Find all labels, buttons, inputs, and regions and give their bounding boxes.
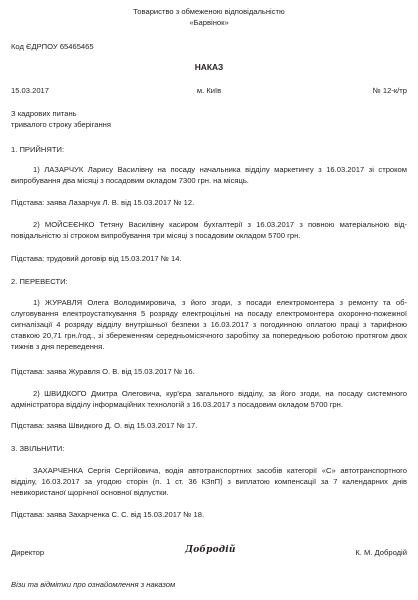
accept-item-2: 2) МОЙСЕЄНКО Тетяну Василівну касиром бухгалтерії з 16.03.2017 з повною матеріальною відповідальністю зі строком випробування три місяці з посадовим окладом 5700 грн. (11, 220, 407, 240)
dismiss-item-1: ЗАХАРЧЕНКА Сергія Сергійовича, водія автотранспортних засобів категорії «С» автотранспортного відділу, 16.03.2017 за угодою сторін (п. 1 ст. 36 КЗпП) з виплатою компенсації за 7 календарних днів невикористаної щорічної основної відпустки. (11, 466, 407, 497)
acknowledgement-note: Візи та відмітки про ознайомлення з наказом (11, 580, 176, 589)
organization-line-2: «Барвінок» (189, 18, 229, 27)
dismiss-basis-1: Підстава: заява Захарченка С. С. від 15.03.2017 № 18. (11, 510, 205, 519)
subject-line-1: З кадрових питань (11, 109, 77, 118)
transfer-basis-2: Підстава: заява Швидкого Д. О. від 15.03.2017 № 17. (11, 421, 198, 430)
order-number: № 12-к/тр (372, 86, 407, 95)
transfer-item-1: 1) ЖУРАВЛЯ Олега Володимировича, з його згоди, з посади електромонтера з ремонту та обслуговування електроустаткування 5 розряду електроцільні на посаду електромонтера охоронно-пожежної сигналізації 4 розряду відділу внутрішньої безпеки з 16.03.2017 з погодинною оплатою праці з тарифною ставкою 20,71 грн./год., зі збереженням середньомісячного заробітку за попередньою роботою протягом двох тижнів з дня переведення. (11, 298, 407, 351)
signatory-name: К. М. Добродій (355, 548, 407, 557)
document-title: НАКАЗ (194, 62, 224, 72)
order-subject (11, 108, 111, 130)
organization-line-1: Товариство з обмеженою відповідальністю (133, 7, 285, 16)
accept-basis-2: Підстава: трудовий договір від 15.03.2017 № 14. (11, 254, 182, 263)
section-accept-heading: 1. ПРИЙНЯТИ: (11, 145, 65, 154)
signatory-position: Директор (11, 548, 45, 557)
transfer-item-2: 2) ШВИДКОГО Дмитра Олеговича, кур'єра загального відділу, за його згоди, на посаду системного адміністратора відділу інформаційних технологій з 16.03.2017 з посадовим окладом 5700 грн. (11, 389, 407, 409)
handwritten-signature: Добродій (185, 545, 236, 555)
subject-line-2: тривалого строку зберігання (11, 120, 111, 129)
section-dismiss-heading: 3. ЗВІЛЬНИТИ: (11, 444, 65, 453)
accept-basis-1: Підстава: заява Лазарчук Л. В. від 15.03.2017 № 12. (11, 198, 195, 207)
organization-name (0, 6, 418, 28)
transfer-basis-1: Підстава: заява Журавля О. В. від 15.03.2017 № 16. (11, 367, 195, 376)
order-date: 15.03.2017 (11, 86, 50, 95)
order-city: м. Київ (196, 86, 222, 95)
accept-item-1: 1) ЛАЗАРЧУК Ларису Василівну на посаду начальника відділу маркетингу з 16.03.2017 зі строком випробування два місяці з посадовим окладом 7300 грн. на місяць. (11, 165, 407, 185)
edrpou-code: Код ЄДРПОУ 65465465 (11, 42, 94, 51)
section-transfer-heading: 2. ПЕРЕВЕСТИ: (11, 277, 68, 286)
